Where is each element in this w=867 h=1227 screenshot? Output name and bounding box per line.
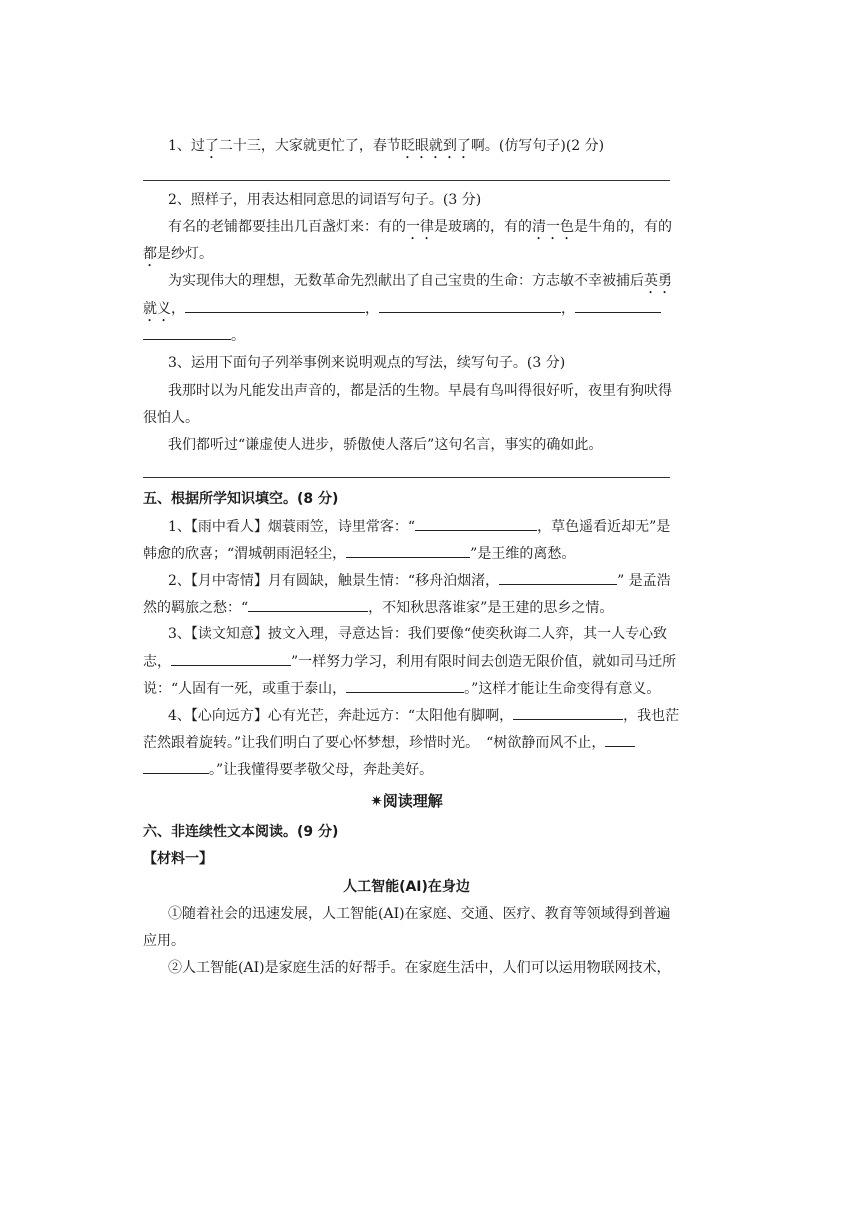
s5-i1-blank-2[interactable] — [346, 543, 470, 558]
s5-i1-text-b: ，草色遥看近却无”是 — [537, 519, 671, 535]
q3-example-line1: 我那时以为凡能发出声音的，都是活的生物。早晨有鸟叫得很好听，夜里有狗吠得 — [168, 383, 672, 399]
q1-emphasis-le2: 了 — [456, 138, 471, 154]
q1-emphasis-blink: 眨眼就到 — [400, 138, 457, 154]
q2-blank-3a[interactable] — [575, 298, 661, 313]
q3-task: 我们都听过“谦虚使人进步，骄傲使人落后”这句名言，事实的确如此。 — [168, 437, 603, 453]
s5-i2-blank-1[interactable] — [499, 570, 617, 585]
s5-i3-text-b: 志， — [143, 654, 171, 670]
s5-i4-blank-2a[interactable] — [605, 732, 635, 747]
s5-i4-text-b: ，我也茫 — [623, 708, 680, 724]
s5-i3-text-d: 说：“人固有一死，或重于泰山， — [143, 681, 347, 697]
article-title: 人工智能(AI)在身边 — [343, 879, 470, 895]
q1-answer-line[interactable] — [143, 180, 670, 181]
q2-task-line2 — [143, 298, 661, 325]
s5-i2-blank-2[interactable] — [248, 597, 368, 612]
s5-i2-text-b: ” 是孟浩 — [617, 573, 671, 589]
article-p1-line1: ①随着社会的迅速发展，人工智能(AI)在家庭、交通、医疗、教育等领域得到普遍 — [168, 906, 671, 922]
s5-i1-text-a: 1、【雨中看人】烟蓑雨笠，诗里常客：“ — [168, 519, 416, 535]
reading-title: 阅读理解 — [382, 792, 443, 810]
s5-i2-text-d: ，不知秋思落谁家”是王建的思乡之情。 — [368, 600, 614, 616]
s5-item3-line3 — [143, 678, 660, 699]
q1-text-a: 1、过 — [168, 138, 205, 154]
s5-item1-line1 — [168, 516, 670, 537]
q2-end: 。 — [231, 328, 245, 344]
s5-i3-blank-1[interactable] — [171, 651, 291, 666]
s5-i3-text-c: ”一样努力学习，利用有限时间去创造无限价值，就如司马迁所 — [291, 654, 677, 670]
q2-task-text: 为实现伟大的理想，无数革命先烈献出了自己宝贵的生命：方志敏不幸被捕后 — [168, 273, 644, 289]
section6-title: 六、非连续性文本阅读。(9 分) — [143, 824, 339, 840]
s5-item4-line3 — [143, 759, 433, 780]
s5-item3-line2 — [143, 651, 676, 672]
article-p2-line1: ②人工智能(AI)是家庭生活的好帮手。在家庭生活中，人们可以运用物联网技术， — [168, 960, 671, 976]
q2-task-line3 — [143, 325, 245, 346]
q3-heading: 3、运用下面句子列举事例来说明观点的写法，续写句子。(3 分) — [168, 355, 566, 371]
q2-example-text-end: 是纱灯。 — [157, 246, 213, 262]
q2-task-line1 — [168, 271, 672, 297]
s5-item3-line1: 3、【读文知意】披文入理，寻意达旨：我们要像“使奕秋诲二人弈，其一人专心致 — [168, 626, 668, 642]
s5-i1-text-c: 韩愈的欣喜；“渭城朝雨浥轻尘， — [143, 546, 347, 562]
q2-emphasis-qingyise: 清一色 — [532, 219, 574, 235]
s5-i1-text-d: ”是王维的离愁。 — [470, 546, 576, 562]
q2-emphasis-yingyong: 英勇 — [644, 273, 672, 289]
s5-item2-line2 — [143, 597, 613, 618]
sparkle-icon: ✷ — [370, 792, 383, 810]
s5-i2-text-c: 然的羁旅之愁：“ — [143, 600, 249, 616]
q1-emphasis-le: 了 — [204, 138, 219, 154]
section5-title: 五、根据所学知识填空。(8 分) — [143, 491, 339, 507]
q2-blank-3b[interactable] — [143, 325, 231, 340]
s5-i4-text-d: 。”让我懂得要孝敬父母，奔赴美好。 — [209, 762, 434, 778]
s5-item4-line1 — [168, 705, 679, 726]
q2-example-text-e: 是牛角的，有的 — [574, 219, 672, 235]
s5-i4-text-a: 4、【心向远方】心有光芒，奔赴远方：“太阳他有脚啊， — [168, 708, 514, 724]
q2-sep2: ， — [365, 301, 379, 317]
s5-i3-text-e: 。”这样才能让生命变得有意义。 — [464, 681, 661, 697]
q2-blank-2[interactable] — [379, 298, 561, 313]
q1-text-f: 啊。(仿写句子)(2 分) — [470, 138, 605, 154]
q2-sep1: ， — [171, 301, 185, 317]
s5-i4-blank-1[interactable] — [513, 705, 623, 720]
reading-header — [143, 791, 670, 812]
q2-emphasis-yilv: 一律 — [406, 219, 434, 235]
q2-emphasis-jiuyi: 就义 — [143, 301, 171, 317]
s5-i1-blank-1[interactable] — [415, 516, 537, 531]
q3-answer-line[interactable] — [143, 477, 670, 478]
q2-sep3: ， — [561, 301, 575, 317]
q1-sentence — [168, 136, 604, 162]
q2-heading: 2、照样子，用表达相同意思的词语写句子。(3 分) — [168, 192, 482, 208]
material-one-label: 【材料一】 — [143, 851, 213, 867]
q2-example-line1 — [168, 217, 672, 243]
q2-blank-1[interactable] — [185, 298, 365, 313]
s5-i2-text-a: 2、【月中寄情】月有圆缺，触景生情：“移舟泊烟渚， — [168, 573, 500, 589]
q2-example-text-a: 有名的老铺都要挂出几百盏灯来：有的 — [168, 219, 406, 235]
q2-example-text-c: 是玻璃的，有的 — [434, 219, 532, 235]
q3-example-line2: 很怕人。 — [143, 410, 199, 426]
q1-text-c: 二十三，大家就更忙了，春节 — [218, 138, 401, 154]
s5-i3-blank-2[interactable] — [346, 678, 464, 693]
q2-example-line2 — [143, 244, 213, 270]
article-p1-line2: 应用。 — [143, 933, 185, 949]
s5-i4-text-c: 茫然跟着旋转。”让我们明白了要心怀梦想，珍惜时光。 “树欲静而风不止， — [143, 735, 606, 751]
s5-item2-line1 — [168, 570, 671, 591]
s5-item4-line2 — [143, 732, 635, 753]
s5-i4-blank-2b[interactable] — [143, 759, 209, 774]
s5-item1-line2 — [143, 543, 575, 564]
q2-emphasis-dou: 都 — [143, 246, 157, 262]
